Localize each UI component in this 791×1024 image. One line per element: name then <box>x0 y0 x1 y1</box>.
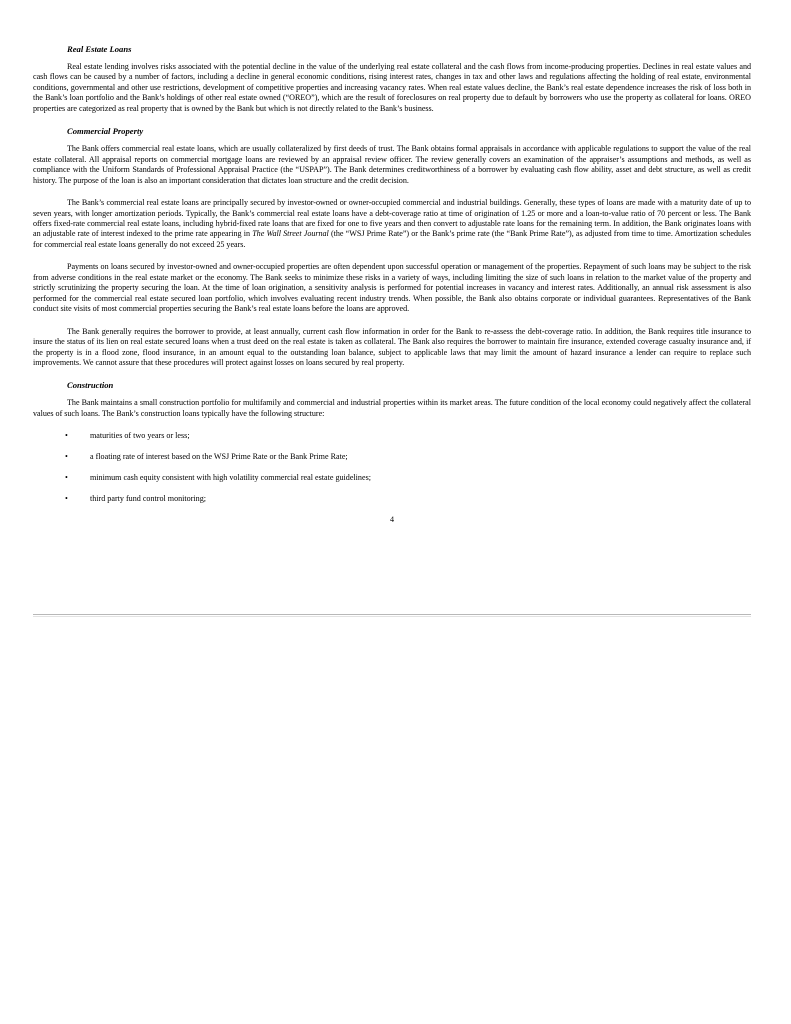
heading-real-estate-loans: Real Estate Loans <box>67 44 132 54</box>
paragraph-2-text-after: (the “WSJ Prime Rate”) or the Bank’s prime rate (the “Bank Prime Rate”), as adjusted from time to time. Amortization schedules for commercial real estate loans generally do not exceed 25 years. <box>33 229 751 249</box>
construction-bullet-list <box>33 431 751 504</box>
paragraph-commercial-property-1: The Bank offers commercial real estate loans, which are usually collateralized by first deeds of trust. The Bank obtains formal appraisals in accordance with applicable regulations to support the value of the real estate collateral. All appraisal reports on commercial mortgage loans are reviewed by an appraisal review officer. The review generally covers an examination of the appraiser’s assumptions and methods, as well as compliance with the Uniform Standards of Professional Appraisal Practice (the “USPAP”). The Bank determines creditworthiness of a borrower by evaluating cash flow ability, asset and debt structure, as well as credit history. The purpose of the loan is also an important consideration that dictates loan structure and the credit decision. <box>33 144 751 185</box>
wsj-title: The Wall Street Journal <box>252 229 329 239</box>
heading-construction: Construction <box>67 380 114 391</box>
paragraph-2-text-before: The Bank’s commercial real estate loans are principally secured by investor-owned or owner-occupied commercial and industrial buildings. Generally, these types of loans are made with a maturity date of up to seven years, with longer amortization periods. Typically, the Bank’s commercial real estate loans have a debt-coverage ratio at time of origination of 1.25 or more and a loan-to-value ratio of 70 percent or less. The Bank offers fixed-rate commercial real estate loans, including hybrid-fixed rate loans that are fixed for one to five years and then convert to adjustable rate loans for the remaining term. In addition, the Bank originates loans with an adjustable rate of interest indexed to the prime rate appearing in <box>33 198 751 239</box>
bullet-icon: • <box>65 473 68 483</box>
heading-commercial-property: Commercial Property <box>67 126 144 137</box>
paragraph-commercial-property-4: The Bank generally requires the borrower to provide, at least annually, current cash flow information in order for the Bank to re-assess the debt-coverage ratio. In addition, the Bank requires title insurance to insure the status of its lien on real estate secured loans when a trust deed on the real estate is taken as collateral. The Bank also requires the borrower to maintain fire insurance, extended coverage casualty insurance and, if the property is in a flood zone, flood insurance, in an amount equal to the outstanding loan balance, subject to applicable laws that may limit the amount of hazard insurance a lender can require to replace such improvements. We cannot assure that these procedures will protect against losses on loans secured by real property. <box>33 326 751 367</box>
page-divider <box>33 614 751 615</box>
list-item-text: third party fund control monitoring; <box>90 494 206 504</box>
list-item <box>33 452 751 462</box>
paragraph-commercial-property-2 <box>33 198 751 250</box>
list-item-text: maturities of two years or less; <box>90 431 190 441</box>
list-item <box>33 494 751 504</box>
paragraph-real-estate-loans: Real estate lending involves risks associated with the potential decline in the value of the underlying real estate collateral and the cash flows from income-producing properties. Declines in real estate values and cash flows can be caused by a number of factors, including a decline in general economic conditions, rising interest rates, changes in tax and other laws and regulations affecting the holding of real estate, environmental conditions, governmental and other use restrictions, development of competitive properties and increasing vacancy rates. When real estate values decline, the Bank’s real estate dependence increases the risk of loss both in the Bank’s loan portfolio and the Bank’s holdings of other real estate owned (“OREO”), which are the result of foreclosures on real property due to default by borrowers who use the property as collateral for loans. OREO properties are categorized as real property that is owned by the Bank but which is not directly related to the Bank’s business. <box>33 62 751 113</box>
bullet-icon: • <box>65 431 68 441</box>
bullet-icon: • <box>65 452 68 462</box>
document-page <box>33 44 751 524</box>
list-item <box>33 473 751 483</box>
list-item-text: minimum cash equity consistent with high volatility commercial real estate guidelines; <box>90 473 371 483</box>
page-divider-shadow <box>33 616 751 617</box>
bullet-icon: • <box>65 494 68 504</box>
paragraph-construction: The Bank maintains a small construction portfolio for multifamily and commercial and industrial properties within its market areas. The future condition of the local economy could negatively affect the collateral values of such loans. The Bank’s construction loans typically have the following structure: <box>33 398 751 418</box>
list-item-text: a floating rate of interest based on the WSJ Prime Rate or the Bank Prime Rate; <box>90 452 348 462</box>
list-item <box>33 431 751 441</box>
paragraph-commercial-property-3: Payments on loans secured by investor-owned and owner-occupied properties are often dependent upon successful operation or management of the properties. Repayment of such loans may be subject to the risk from adverse conditions in the real estate market or the economy. The Bank seeks to minimize these risks in a variety of ways, including limiting the size of such loans in relation to the market value of the property and strictly scrutinizing the property securing the loan. At the time of loan origination, a sensitivity analysis is performed for potential increases in vacancy and interest rates. Additionally, an annual risk assessment is also performed for the commercial real estate secured loan portfolio, which involves evaluating recent industry trends. When possible, the Bank also obtains corporate or individual guarantees. Representatives of the Bank conduct site visits of most commercial properties securing the Bank’s real estate loans before the loans are approved. <box>33 262 751 314</box>
page-number: 4 <box>389 515 395 525</box>
